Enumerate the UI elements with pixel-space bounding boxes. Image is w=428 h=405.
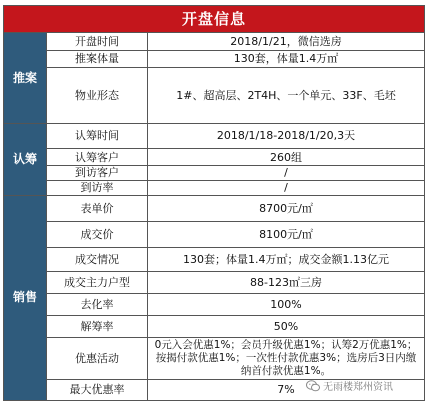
row-label: 物业形态 — [47, 67, 148, 123]
table-row — [4, 294, 425, 315]
row-value: 260组 — [148, 149, 425, 166]
table-row — [4, 337, 425, 379]
row-value: / — [148, 166, 425, 180]
category-tuian: 推案 — [4, 33, 47, 123]
table-title: 开盘信息 — [4, 6, 425, 33]
watermark-text: 无雨楼郑州资讯 — [323, 382, 393, 393]
row-value: 7% — [148, 379, 425, 400]
table-row — [4, 222, 425, 247]
table-row — [4, 67, 425, 123]
row-label: 开盘时间 — [47, 33, 148, 50]
row-value: / — [148, 180, 425, 195]
discount-details — [148, 337, 425, 379]
row-value: 2018/1/18-2018/1/20,3天 — [148, 123, 425, 148]
row-value: 2018/1/21，微信选房 — [148, 33, 425, 50]
row-value: 88-123㎡三房 — [148, 271, 425, 293]
discount-line: 按揭付款优惠1%；一次性付款优惠3%；选房后3日内缴 — [155, 351, 417, 364]
row-label: 成交主力户型 — [47, 271, 148, 293]
table-row — [4, 379, 425, 400]
row-value: 130套，体量1.4万㎡ — [148, 50, 425, 67]
row-value: 100% — [148, 294, 425, 315]
row-label: 表单价 — [47, 195, 148, 221]
row-value: 8100元/㎡ — [148, 222, 425, 247]
title-row — [4, 6, 425, 33]
category-renchou: 认筹 — [4, 123, 47, 195]
row-label: 解筹率 — [47, 315, 148, 337]
table-row — [4, 247, 425, 271]
table-row — [4, 50, 425, 67]
opening-info-table — [3, 5, 425, 401]
row-label: 成交情况 — [47, 247, 148, 271]
table-row — [4, 166, 425, 180]
row-value: 50% — [148, 315, 425, 337]
table-row — [4, 149, 425, 166]
row-label: 认筹时间 — [47, 123, 148, 148]
row-label: 去化率 — [47, 294, 148, 315]
row-value: 130套；体量1.4万㎡；成交金额1.13亿元 — [148, 247, 425, 271]
table-row — [4, 33, 425, 50]
category-xiaoshou: 销售 — [4, 195, 47, 400]
row-label: 认筹客户 — [47, 149, 148, 166]
row-label: 到访率 — [47, 180, 148, 195]
table-row — [4, 195, 425, 221]
row-label: 最大优惠率 — [47, 379, 148, 400]
row-label: 到访客户 — [47, 166, 148, 180]
row-label: 推案体量 — [47, 50, 148, 67]
row-label: 优惠活动 — [47, 337, 148, 379]
table-row — [4, 271, 425, 293]
row-value: 1#、超高层、2T4H、一个单元、33F、毛坯 — [148, 67, 425, 123]
row-label: 成交价 — [47, 222, 148, 247]
table-row — [4, 123, 425, 148]
row-value: 8700元/㎡ — [148, 195, 425, 221]
discount-line: 0元入会优惠1%；会员升级优惠1%；认筹2万优惠1%； — [154, 338, 418, 351]
table-row — [4, 315, 425, 337]
table-row — [4, 180, 425, 195]
discount-line: 纳首付款优惠1%。 — [240, 364, 332, 377]
